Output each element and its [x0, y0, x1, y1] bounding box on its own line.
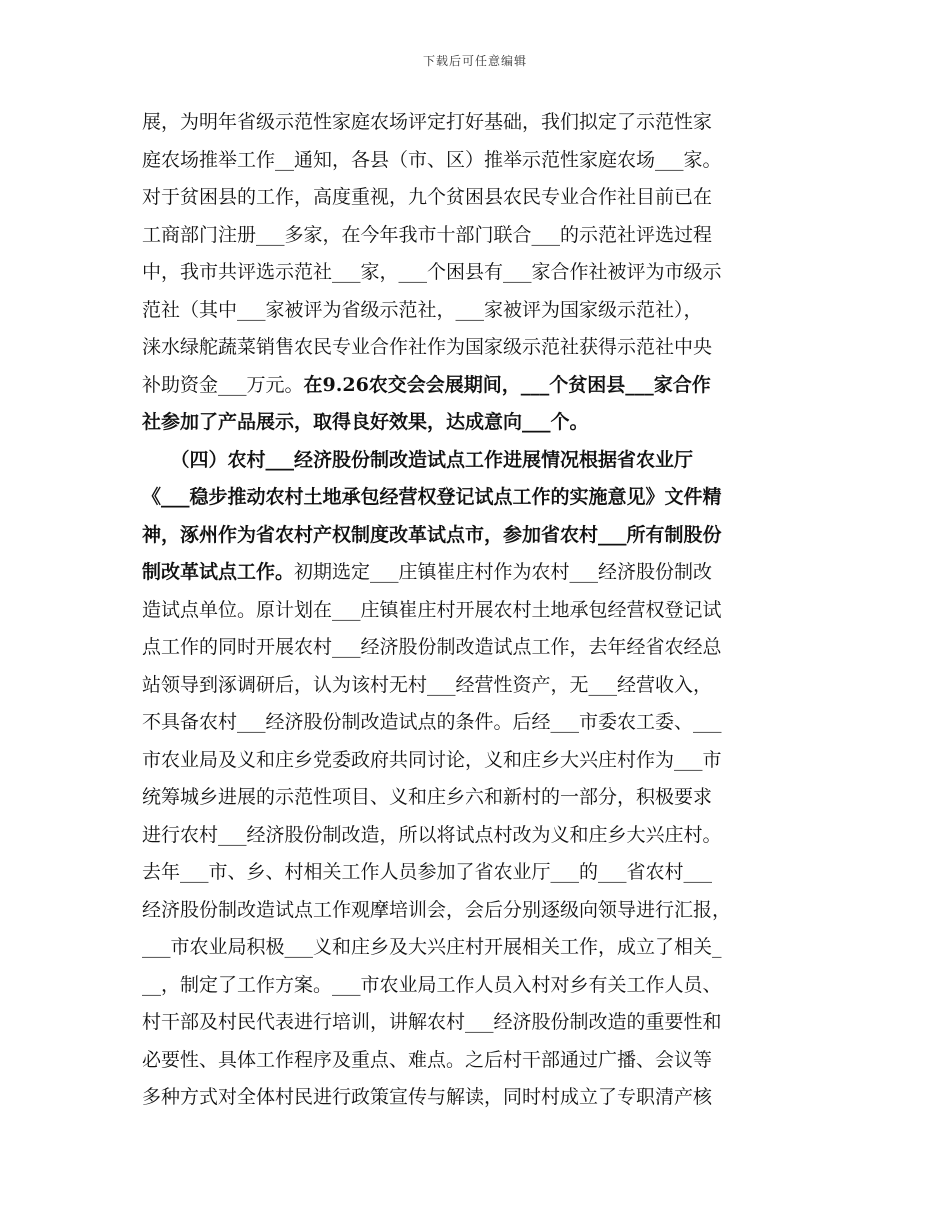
text-line [142, 929, 810, 967]
body-text: 庭农场推举工作__通知，各县（市、区）推举示范性家庭农场___家。 [142, 148, 722, 171]
body-text: 进行农村___经济股份制改造，所以将试点村改为义和庄乡大兴庄村。 [142, 823, 722, 846]
text-line [142, 554, 810, 592]
body-text: ___市农业局积极___义和庄乡及大兴庄村开展相关工作，成立了相关_ [142, 936, 722, 958]
text-line [142, 217, 810, 255]
body-text: 点工作的同时开展农村___经济股份制改造试点工作，去年经省农经总 [142, 636, 722, 658]
body-text: 经济股份制改造试点工作观摩培训会，会后分别逐级向领导进行汇报， [142, 898, 732, 921]
body-text: 工商部门注册___多家，在今年我市十部门联合___的示范社评选过程 [142, 223, 713, 246]
text-line [142, 404, 810, 442]
body-text: 初期选定___庄镇崔庄村作为农村___经济股份制改 [294, 561, 713, 583]
body-text: 统筹城乡进展的示范性项目、义和庄乡六和新村的一部分，积极要求 [142, 786, 713, 808]
body-text: 去年___市、乡、村相关工作人员参加了省农业厅___的___省农村___ [142, 861, 713, 883]
body-text: 对于贫困县的工作，高度重视，九个贫困县农民专业合作社目前已在 [142, 186, 713, 208]
body-text: 不具备农村___经济股份制改造试点的条件。后经___市委农工委、___ [142, 711, 722, 733]
text-line [142, 479, 810, 517]
body-text: 涞水绿舵蔬菜销售农民专业合作社作为国家级示范社获得示范社中央 [142, 336, 713, 358]
bold-text: （四）农村___经济股份制改造试点工作进展情况根据省农业厅 [142, 448, 694, 471]
body-text: 中，我市共评选示范社___家，___个困县有___家合作社被评为市级示 [142, 261, 722, 283]
text-line [142, 704, 810, 742]
document-body [142, 104, 810, 1117]
page-header: 下载后可任意编辑 [422, 54, 527, 68]
body-text: 范社（其中___家被评为省级示范社，___家被评为国家级示范社）， [142, 298, 703, 321]
text-line [142, 629, 810, 667]
text-line [142, 104, 810, 142]
text-line [142, 442, 810, 480]
bold-text: 《___稳步推动农村土地承包经营权登记试点工作的实施意见》文件精 [142, 486, 722, 508]
text-line [142, 967, 810, 1005]
text-line [142, 142, 810, 180]
text-line [142, 892, 810, 930]
text-line [142, 179, 810, 217]
text-line [142, 592, 810, 630]
body-text: 村干部及村民代表进行培训，讲解农村___经济股份制改造的重要性和 [142, 1011, 722, 1033]
text-line [142, 254, 810, 292]
text-line [142, 817, 810, 855]
bold-text: 制改革试点工作。 [142, 561, 295, 583]
text-line [142, 367, 810, 405]
text-line [142, 667, 810, 705]
body-text: 市农业局及义和庄乡党委政府共同讨论，义和庄乡大兴庄村作为___市 [142, 748, 722, 771]
text-line [142, 742, 810, 780]
body-text: __，制定了工作方案。___市农业局工作人员入村对乡有关工作人员、 [142, 973, 722, 996]
body-text: 补助资金___万元。 [142, 373, 304, 396]
text-line [142, 779, 810, 817]
text-line [142, 1079, 810, 1117]
body-text: 多种方式对全体村民进行政策宣传与解读，同时村成立了专职清产核 [142, 1086, 713, 1108]
text-line [142, 854, 810, 892]
text-line [142, 329, 810, 367]
text-line [142, 1004, 810, 1042]
body-text: 造试点单位。原计划在___庄镇崔庄村开展农村土地承包经营权登记试 [142, 598, 722, 621]
bold-text: 社参加了产品展示，取得良好效果，达成意向___个。 [142, 411, 589, 433]
text-line [142, 292, 810, 330]
body-text: 必要性、具体工作程序及重点、难点。之后村干部通过广播、会议等 [142, 1048, 713, 1071]
bold-text: 神，涿州作为省农村产权制度改革试点市，参加省农村___所有制股份 [142, 523, 722, 546]
bold-text: 在9.26农交会会展期间，___个贫困县___家合作 [303, 373, 711, 396]
text-line [142, 517, 810, 555]
body-text: 站领导到涿调研后，认为该村无村___经营性资产，无___经营收入， [142, 673, 713, 696]
body-text: 展，为明年省级示范性家庭农场评定打好基础，我们拟定了示范性家 [142, 111, 713, 133]
text-line [142, 1042, 810, 1080]
